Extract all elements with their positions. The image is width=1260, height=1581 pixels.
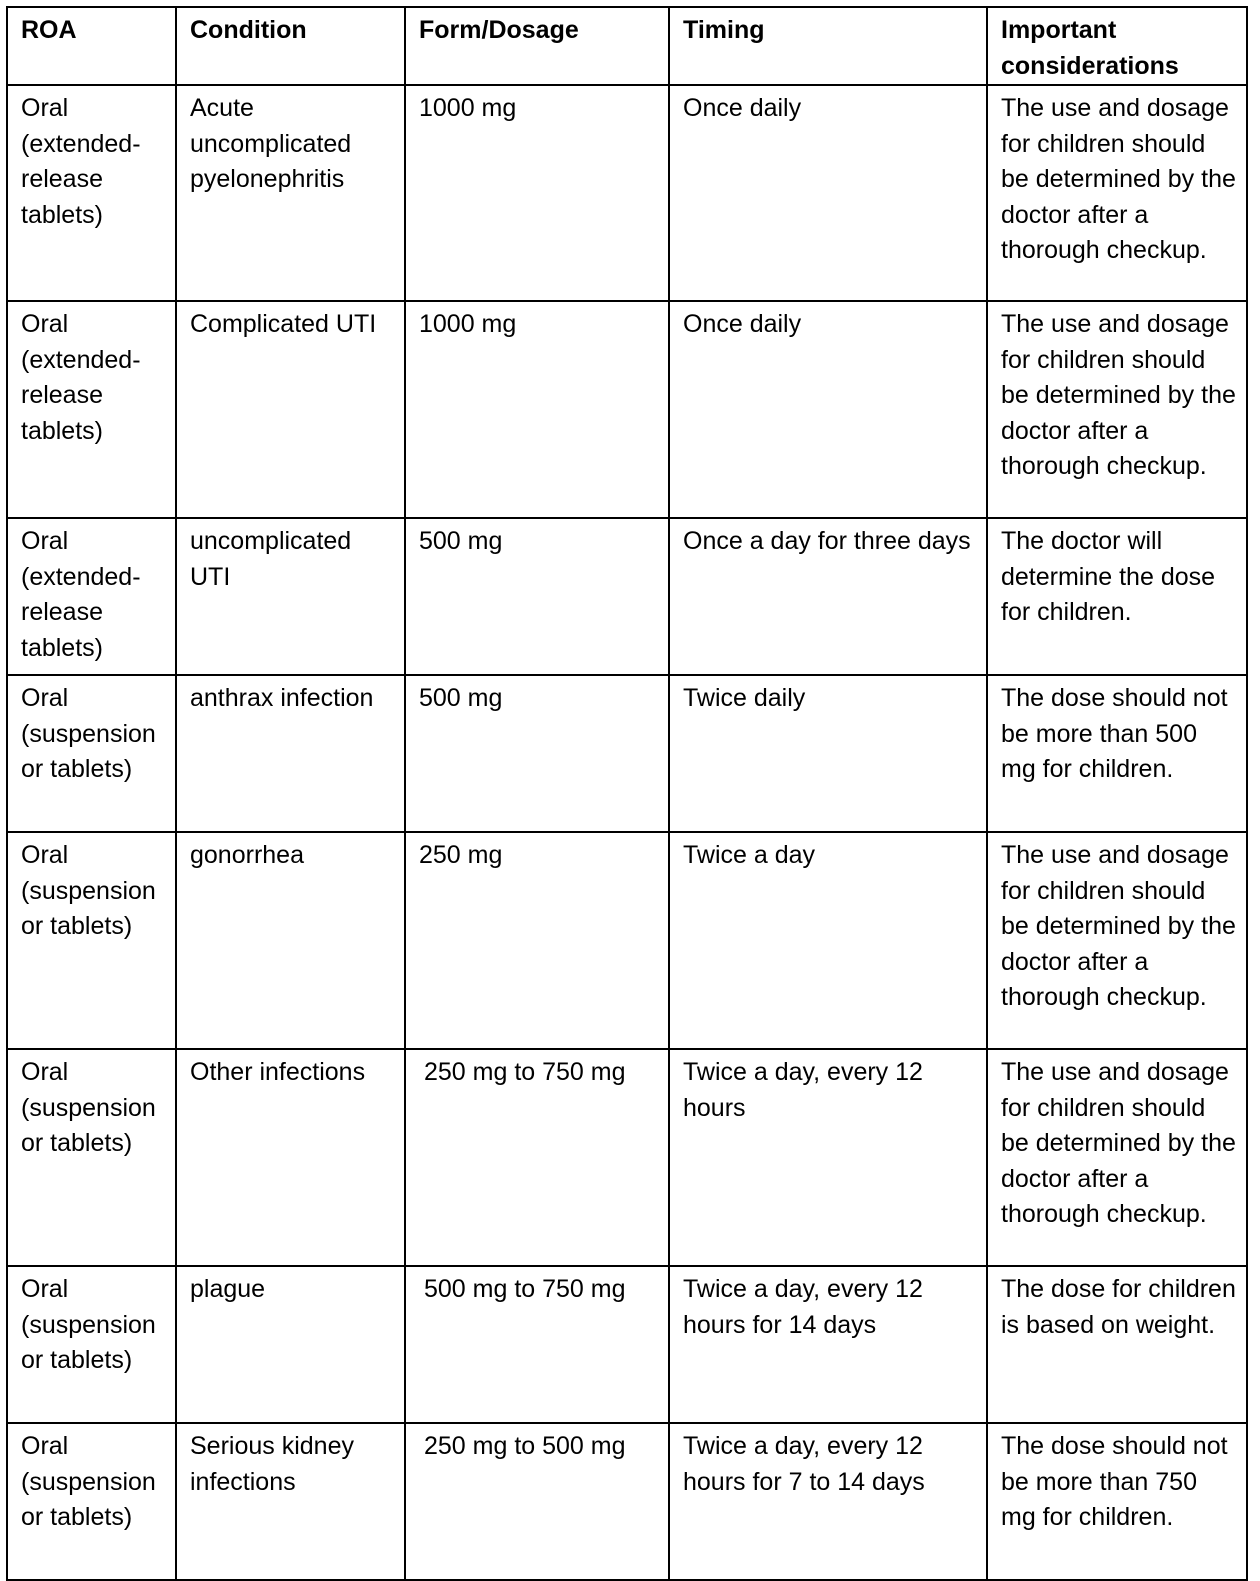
cell-timing: Once daily [669,85,987,301]
table-row [7,1266,1247,1423]
cell-condition: anthrax infection [176,675,405,832]
header-form-dosage: Form/Dosage [405,7,669,85]
cell-condition: Other infections [176,1049,405,1266]
cell-roa: Oral (extended-release tablets) [7,85,176,301]
table-header-row [7,7,1247,85]
cell-roa: Oral (suspension or tablets) [7,1049,176,1266]
cell-form-dosage: 250 mg to 500 mg [405,1423,669,1580]
cell-timing: Once daily [669,301,987,518]
cell-roa: Oral (suspension or tablets) [7,675,176,832]
cell-considerations: The dose for children is based on weight. [987,1266,1247,1423]
cell-roa: Oral (suspension or tablets) [7,1423,176,1580]
cell-roa: Oral (suspension or tablets) [7,832,176,1049]
table-row [7,1049,1247,1266]
dosage-table [6,6,1248,1581]
cell-roa: Oral (extended-release tablets) [7,518,176,675]
cell-form-dosage: 500 mg [405,518,669,675]
table-row [7,832,1247,1049]
table-row [7,85,1247,301]
cell-considerations: The doctor will determine the dose for children. [987,518,1247,675]
cell-timing: Twice a day, every 12 hours for 7 to 14 days [669,1423,987,1580]
cell-considerations: The use and dosage for children should be determined by the doctor after a thorough checkup. [987,1049,1247,1266]
cell-considerations: The dose should not be more than 750 mg for children. [987,1423,1247,1580]
cell-condition: gonorrhea [176,832,405,1049]
cell-considerations: The use and dosage for children should be determined by the doctor after a thorough checkup. [987,85,1247,301]
cell-roa: Oral (extended-release tablets) [7,301,176,518]
header-timing: Timing [669,7,987,85]
header-roa: ROA [7,7,176,85]
header-condition: Condition [176,7,405,85]
cell-condition: Complicated UTI [176,301,405,518]
cell-timing: Twice a day, every 12 hours for 14 days [669,1266,987,1423]
cell-considerations: The dose should not be more than 500 mg for children. [987,675,1247,832]
table-row [7,301,1247,518]
cell-timing: Twice a day, every 12 hours [669,1049,987,1266]
cell-form-dosage: 250 mg [405,832,669,1049]
cell-timing: Once a day for three days [669,518,987,675]
cell-form-dosage: 500 mg to 750 mg [405,1266,669,1423]
cell-timing: Twice a day [669,832,987,1049]
cell-condition: Serious kidney infections [176,1423,405,1580]
cell-condition: plague [176,1266,405,1423]
cell-form-dosage: 1000 mg [405,301,669,518]
cell-timing: Twice daily [669,675,987,832]
cell-considerations: The use and dosage for children should be determined by the doctor after a thorough checkup. [987,301,1247,518]
cell-form-dosage: 500 mg [405,675,669,832]
table-row [7,1423,1247,1580]
table-row [7,675,1247,832]
header-important-considerations: Important considerations [987,7,1247,85]
cell-form-dosage: 250 mg to 750 mg [405,1049,669,1266]
cell-form-dosage: 1000 mg [405,85,669,301]
cell-considerations: The use and dosage for children should be determined by the doctor after a thorough checkup. [987,832,1247,1049]
table-row [7,518,1247,675]
cell-condition: Acute uncomplicated pyelonephritis [176,85,405,301]
cell-condition: uncomplicated UTI [176,518,405,675]
cell-roa: Oral (suspension or tablets) [7,1266,176,1423]
